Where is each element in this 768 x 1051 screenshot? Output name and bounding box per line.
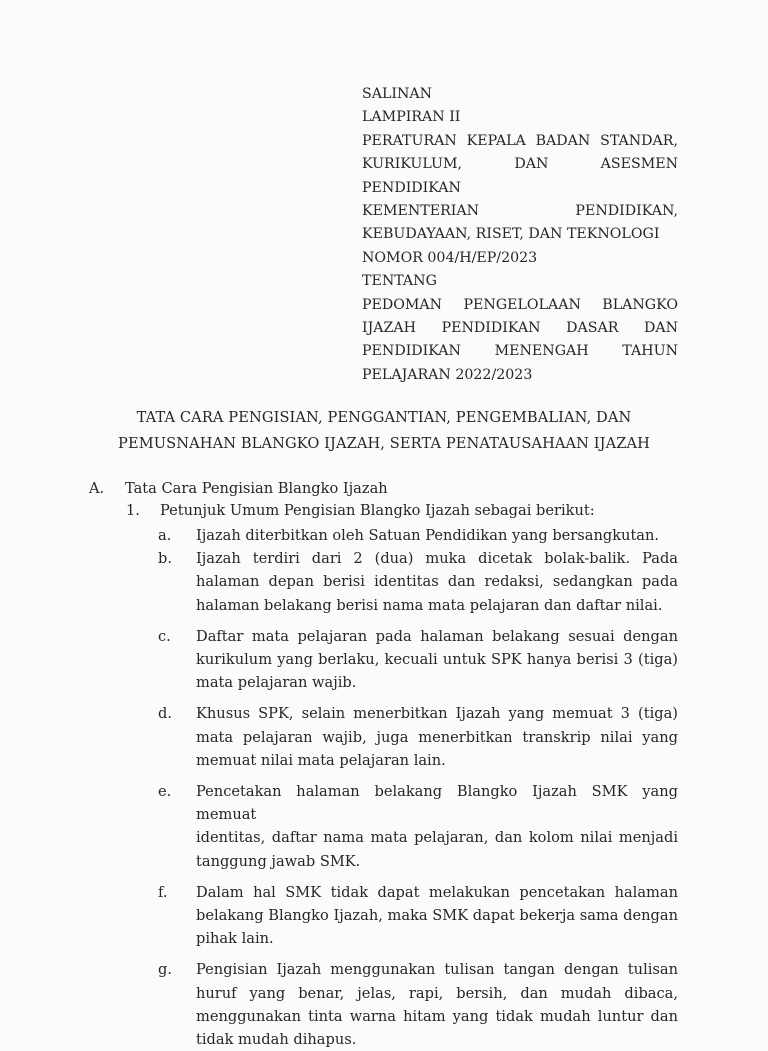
list-item-line: identitas, daftar nama mata pelajaran, dan kolom nilai menjadi bbox=[196, 829, 678, 847]
list-item-line: mata pelajaran wajib. bbox=[196, 674, 357, 692]
list-item bbox=[158, 547, 678, 617]
list-item-line: tanggung jawab SMK. bbox=[196, 852, 361, 870]
attachment-header bbox=[362, 83, 678, 387]
list-item bbox=[158, 625, 678, 695]
list-item-line: Ijazah terdiri dari 2 (dua) muka dicetak bolak-balik. Pada bbox=[196, 550, 678, 568]
list-item-line: Pencetakan halaman belakang Blangko Ijazah SMK yang memuat bbox=[196, 783, 678, 824]
document-title bbox=[92, 405, 676, 457]
list-item-letter: e. bbox=[158, 783, 172, 801]
list-item-line: Daftar mata pelajaran pada halaman belakang sesuai dengan bbox=[196, 627, 678, 645]
list-item-letter: b. bbox=[158, 550, 172, 568]
header-line: NOMOR 004/H/EP/2023 bbox=[362, 249, 538, 266]
list-item-line: pihak lain. bbox=[196, 930, 274, 948]
header-line: PERATURAN KEPALA BADAN STANDAR, bbox=[362, 132, 678, 149]
list-item-letter: c. bbox=[158, 627, 171, 645]
list-item bbox=[158, 524, 678, 547]
list-item-line: huruf yang benar, jelas, rapi, bersih, dan mudah dibaca, bbox=[196, 984, 678, 1002]
header-line: PEDOMAN PENGELOLAAN BLANGKO bbox=[362, 296, 678, 313]
title-line-1: TATA CARA PENGISIAN, PENGGANTIAN, PENGEMBALIAN, DAN bbox=[136, 409, 632, 426]
list-item-line: Khusus SPK, selain menerbitkan Ijazah yang memuat 3 (tiga) bbox=[196, 705, 678, 723]
header-line: IJAZAH PENDIDIKAN DASAR DAN bbox=[362, 320, 678, 337]
list-item-line: tidak mudah dihapus. bbox=[196, 1031, 357, 1049]
title-line-2: PEMUSNAHAN BLANGKO IJAZAH, SERTA PENATAUSAHAAN IJAZAH bbox=[118, 435, 650, 452]
header-line: KEBUDAYAAN, RISET, DAN TEKNOLOGI bbox=[362, 226, 660, 243]
list-item bbox=[158, 881, 678, 951]
list-item-letter: a. bbox=[158, 527, 172, 544]
list-item bbox=[158, 958, 678, 1051]
list-item-line: halaman depan berisi identitas dan redaksi, sedangkan pada bbox=[196, 573, 678, 591]
list-item bbox=[158, 702, 678, 772]
list-item bbox=[158, 780, 678, 873]
lettered-list bbox=[158, 524, 678, 1051]
list-item-line: Pengisian Ijazah menggunakan tulisan tangan dengan tulisan bbox=[196, 961, 678, 979]
header-line: PELAJARAN 2022/2023 bbox=[362, 366, 533, 383]
header-line: PENDIDIKAN bbox=[362, 179, 461, 196]
header-line: KEMENTERIAN PENDIDIKAN, bbox=[362, 203, 678, 220]
salinan-label: SALINAN bbox=[362, 86, 433, 102]
list-item-line: menggunakan tinta warna hitam yang tidak mudah luntur dan bbox=[196, 1007, 678, 1025]
list-item-letter: g. bbox=[158, 961, 172, 979]
section-marker: A. bbox=[89, 480, 105, 497]
point-marker: 1. bbox=[126, 502, 140, 519]
header-line: TENTANG bbox=[362, 273, 437, 290]
lampiran-label: LAMPIRAN II bbox=[362, 109, 461, 126]
list-item-line: belakang Blangko Ijazah, maka SMK dapat bekerja sama dengan bbox=[196, 907, 678, 925]
list-item-line: mata pelajaran wajib, juga menerbitkan transkrip nilai yang bbox=[196, 728, 678, 746]
list-item-line: Ijazah diterbitkan oleh Satuan Pendidikan yang bersangkutan. bbox=[196, 527, 660, 544]
list-item-line: Dalam hal SMK tidak dapat melakukan pencetakan halaman bbox=[196, 883, 678, 901]
list-item-line: memuat nilai mata pelajaran lain. bbox=[196, 751, 446, 769]
section-text: Tata Cara Pengisian Blangko Ijazah bbox=[125, 480, 388, 497]
header-line: PENDIDIKAN MENENGAH TAHUN bbox=[362, 343, 678, 360]
list-item-line: halaman belakang berisi nama mata pelajaran dan daftar nilai. bbox=[196, 596, 663, 614]
list-item-letter: f. bbox=[158, 883, 168, 901]
list-item-letter: d. bbox=[158, 705, 172, 723]
header-line: KURIKULUM, DAN ASESMEN bbox=[362, 156, 678, 173]
point-text: Petunjuk Umum Pengisian Blangko Ijazah sebagai berikut: bbox=[160, 502, 595, 519]
list-item-line: kurikulum yang berlaku, kecuali untuk SPK hanya berisi 3 (tiga) bbox=[196, 651, 678, 669]
